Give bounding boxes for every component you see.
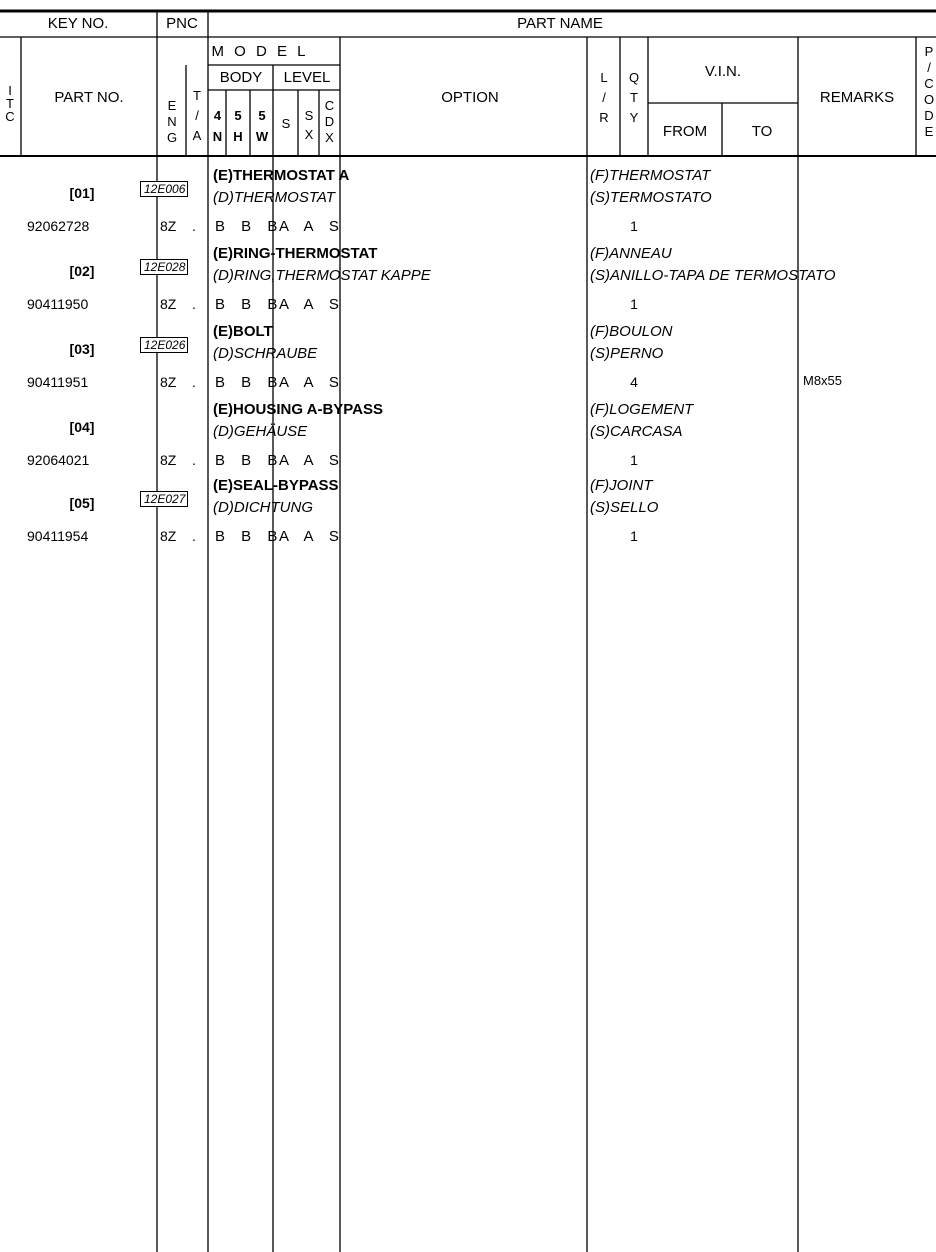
pnc-header: PNC (166, 15, 198, 32)
level-col-s: S (281, 116, 291, 131)
english-name: (E)THERMOSTAT A (213, 167, 350, 184)
body-header: BODY (219, 69, 263, 86)
itc-header: I T C (5, 83, 15, 124)
ta-header: T / A (192, 88, 202, 143)
model-header: M O D E L (211, 43, 309, 60)
key-no-header: KEY NO. (47, 15, 109, 32)
english-name: (E)SEAL-BYPASS (213, 477, 339, 494)
ta-dot: . (192, 218, 196, 234)
qty-header: Q T Y (628, 70, 640, 125)
ta-dot: . (192, 452, 196, 468)
german-name: (D)SCHRAUBE (213, 345, 318, 362)
level-marks: A A S (279, 296, 345, 313)
quantity: 1 (630, 452, 638, 468)
level-marks: A A S (279, 374, 345, 391)
key-number: [05] (69, 495, 95, 511)
german-name: (D)DICHTUNG (213, 499, 313, 516)
key-number: [02] (69, 263, 95, 279)
quantity: 1 (630, 218, 638, 234)
eng-code: 8Z (160, 296, 177, 312)
quantity: 4 (630, 374, 638, 390)
eng-code: 8Z (160, 374, 177, 390)
quantity: 1 (630, 528, 638, 544)
part-number: 92062728 (27, 218, 90, 234)
part-number: 90411951 (27, 374, 89, 390)
level-marks: A A S (279, 528, 345, 545)
level-col-cdx: C D X (324, 98, 335, 145)
part-name-header: PART NAME (517, 15, 603, 32)
ta-dot: . (192, 296, 196, 312)
vin-header: V.I.N. (704, 63, 742, 80)
spanish-name: (S)PERNO (590, 345, 664, 362)
pcode-header: P / C O D E (923, 44, 935, 139)
german-name: (D)GEHÄUSE (213, 423, 308, 440)
eng-header: E N G (166, 98, 178, 145)
body-col-5w: 5 W (255, 108, 269, 144)
quantity: 1 (630, 296, 638, 312)
spanish-name: (S)TERMOSTATO (590, 189, 712, 206)
body-marks: B B B (215, 528, 284, 545)
body-col-5h: 5 H (233, 108, 243, 144)
body-marks: B B B (215, 452, 284, 469)
german-name: (D)RING,THERMOSTAT KAPPE (213, 267, 431, 284)
option-header: OPTION (441, 89, 499, 106)
part-number: 90411950 (27, 296, 89, 312)
eng-code: 8Z (160, 218, 177, 234)
body-marks: B B B (215, 218, 284, 235)
part-number: 90411954 (27, 528, 89, 544)
vin-to-header: TO (751, 123, 773, 140)
eng-code: 8Z (160, 452, 177, 468)
ta-dot: . (192, 374, 196, 390)
french-name: (F)THERMOSTAT (590, 167, 711, 184)
level-col-sx: S X (304, 108, 314, 142)
body-marks: B B B (215, 374, 284, 391)
english-name: (E)BOLT (213, 323, 273, 340)
body-marks: B B B (215, 296, 284, 313)
vin-from-header: FROM (662, 123, 708, 140)
spanish-name: (S)SELLO (590, 499, 659, 516)
body-col-4n: 4 N (212, 108, 223, 144)
english-name: (E)RING-THERMOSTAT (213, 245, 378, 262)
remarks-header: REMARKS (819, 89, 895, 106)
part-no-header: PART NO. (54, 89, 124, 106)
key-number: [01] (69, 185, 95, 201)
ta-dot: . (192, 528, 196, 544)
german-name: (D)THERMOSTAT (213, 189, 335, 206)
english-name: (E)HOUSING A-BYPASS (213, 401, 384, 418)
pnc-box: 12E028 (140, 259, 188, 275)
french-name: (F)BOULON (590, 323, 673, 340)
spanish-name: (S)CARCASA (590, 423, 683, 440)
spanish-name: (S)ANILLO-TAPA DE TERMOSTATO (590, 267, 836, 284)
key-number: [04] (69, 419, 95, 435)
remarks-value: M8x55 (803, 373, 843, 388)
level-header: LEVEL (283, 69, 331, 86)
lr-header: L / R (599, 70, 609, 125)
french-name: (F)ANNEAU (590, 245, 672, 262)
french-name: (F)LOGEMENT (590, 401, 694, 418)
level-marks: A A S (279, 452, 345, 469)
pnc-box: 12E027 (140, 491, 188, 507)
pnc-box: 12E026 (140, 337, 188, 353)
part-number: 92064021 (27, 452, 90, 468)
pnc-box: 12E006 (140, 181, 188, 197)
french-name: (F)JOINT (590, 477, 653, 494)
key-number: [03] (69, 341, 95, 357)
level-marks: A A S (279, 218, 345, 235)
eng-code: 8Z (160, 528, 177, 544)
